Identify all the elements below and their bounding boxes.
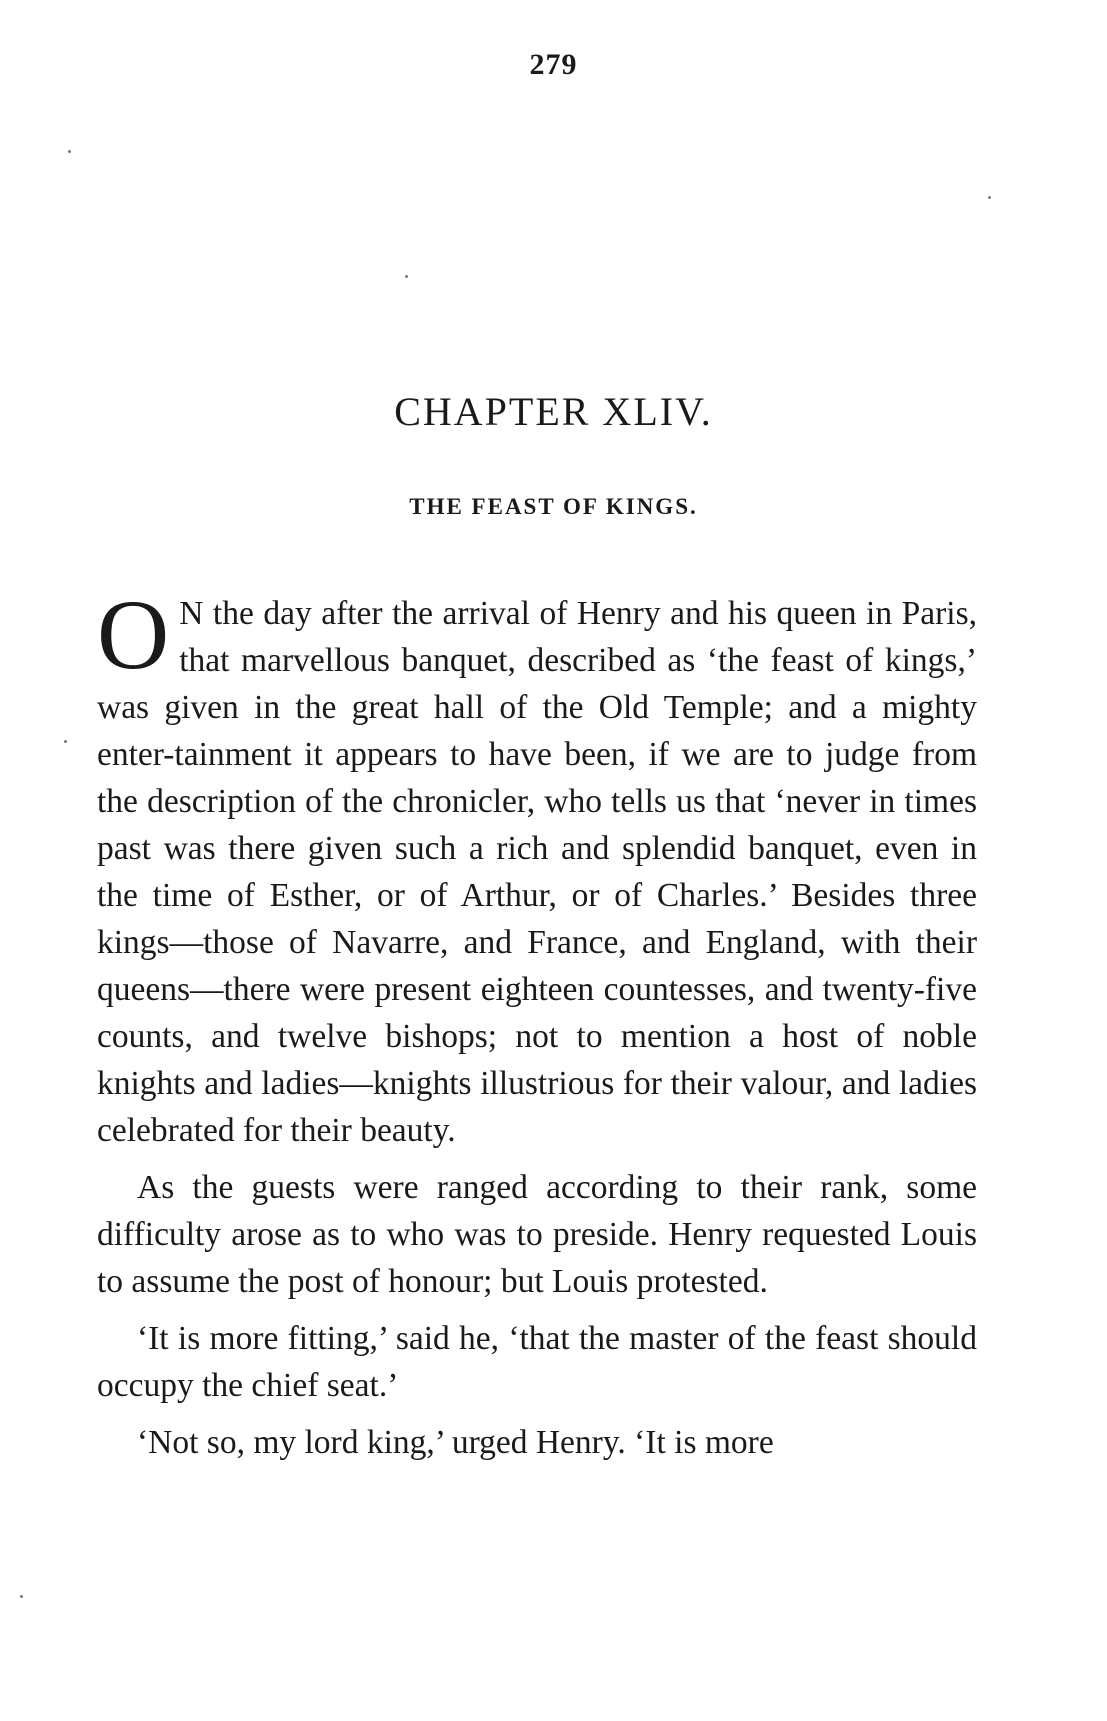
- scan-speck: [64, 740, 67, 743]
- paragraph-1: [97, 579, 977, 1154]
- paragraph-3: ‘It is more fitting,’ said he, ‘that the master of the feast should occupy the chief seat.’: [97, 1320, 977, 1404]
- body-text: [97, 579, 977, 1466]
- scan-speck: [20, 1595, 23, 1598]
- drop-cap: O: [97, 579, 170, 690]
- chapter-subtitle: THE FEAST OF KINGS.: [409, 494, 698, 519]
- scan-speck: [405, 275, 408, 278]
- paragraph-4: ‘Not so, my lord king,’ urged Henry. ‘It is more: [137, 1424, 774, 1461]
- paragraph-2: As the guests were ranged according to their rank, some difficulty arose as to who was to preside. Henry requested Louis to assume the post of honour; but Louis protested.: [97, 1169, 977, 1300]
- page-number: 279: [529, 48, 578, 81]
- scan-speck: [988, 196, 991, 199]
- scan-speck: [68, 150, 71, 153]
- chapter-title: CHAPTER XLIV.: [394, 389, 713, 434]
- paragraph-1-text: N the day after the arrival of Henry and his queen in Paris, that marvellous banquet, described as ‘the feast of kings,’ was given in the great hall of the Old Temple; and a mighty enter-tainment it appears to have been, if we are to judge from the description of the chronicler, who tells us that ‘never in times past was there given such a rich and splendid banquet, even in the time of Esther, or of Arthur, or of Charles.’ Besides three kings—those of Navarre, and France, and England, with their queens—there were present eighteen countesses, and twenty-five counts, and twelve bishops; not to mention a host of noble knights and ladies—knights illustrious for their valour, and ladies celebrated for their beauty.: [97, 595, 977, 1149]
